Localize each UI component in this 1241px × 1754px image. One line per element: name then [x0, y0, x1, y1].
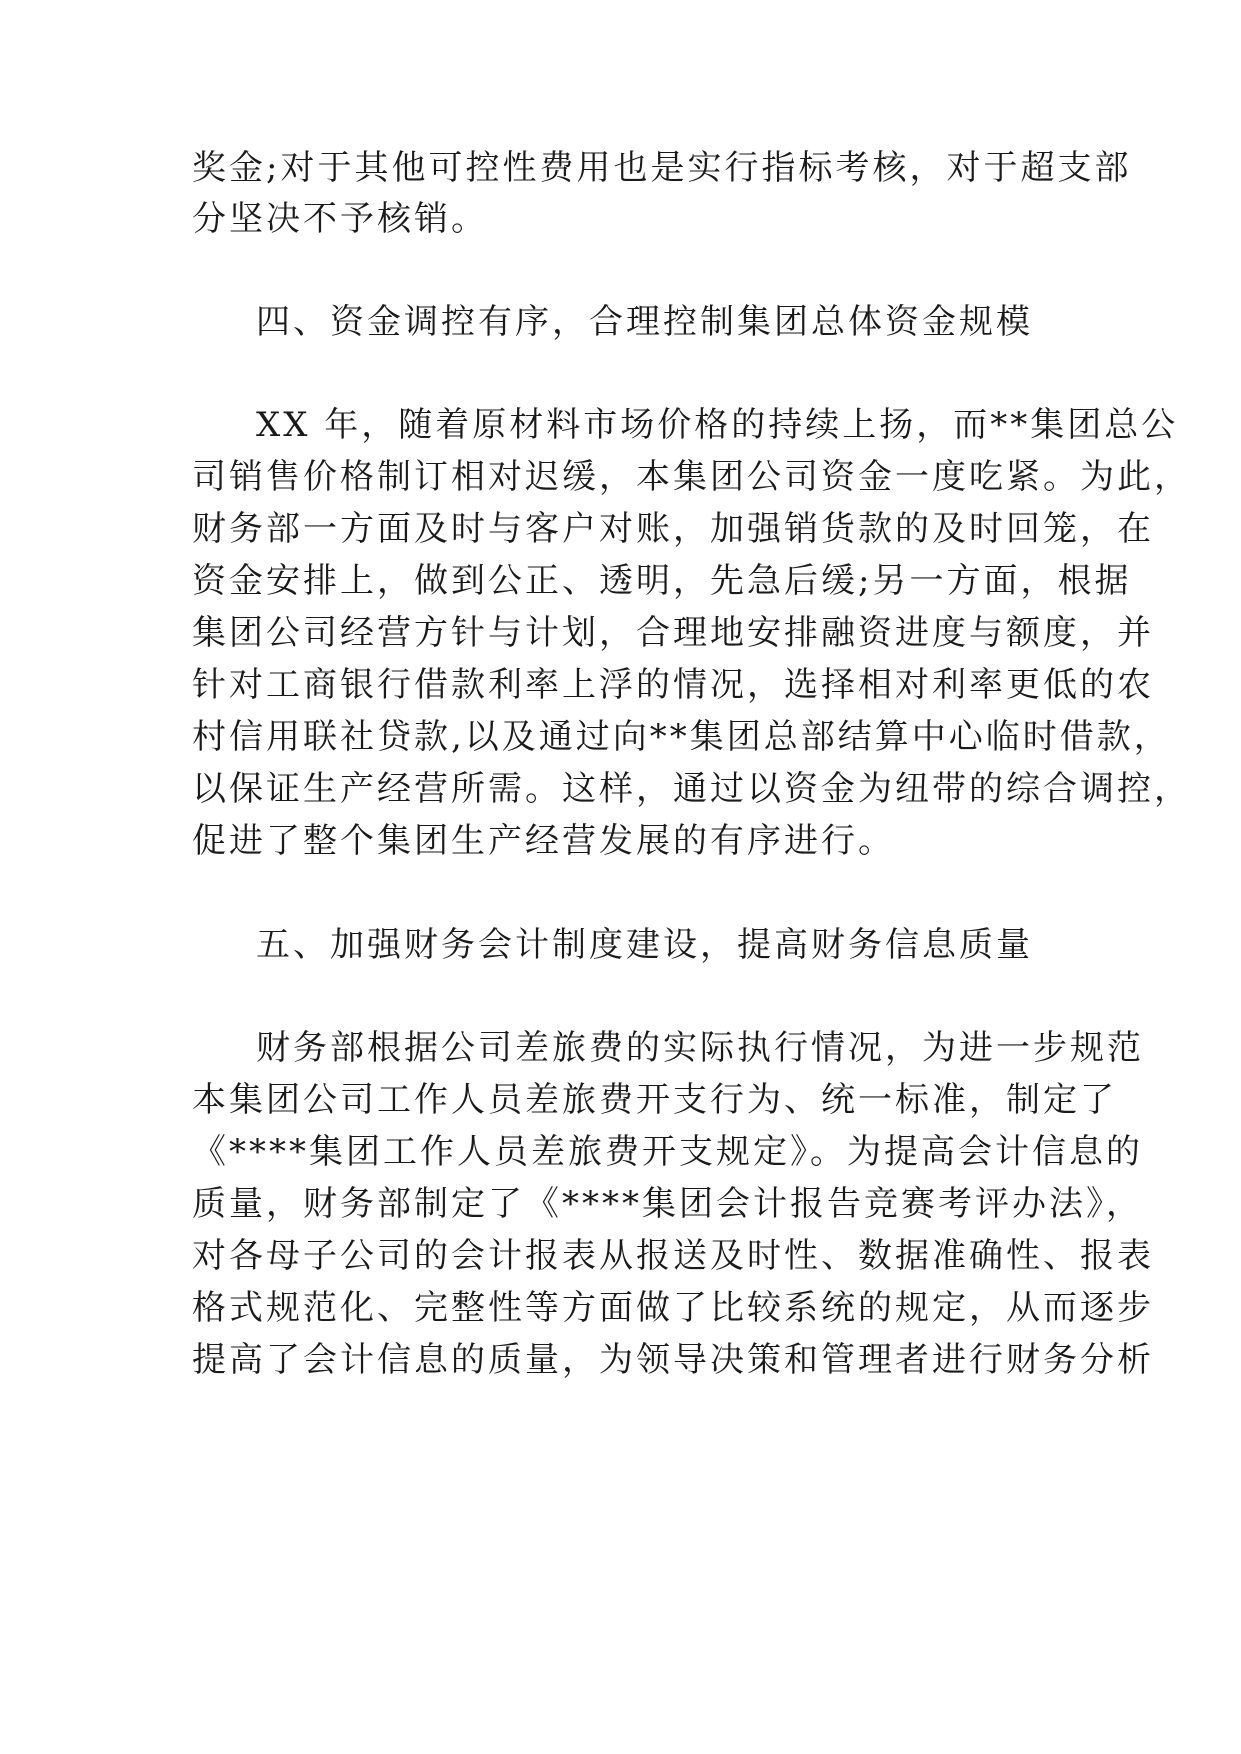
- paragraph-line: 奖金;对于其他可控性费用也是实行指标考核，对于超支部: [192, 148, 1132, 188]
- paragraph-line: 司销售价格制订相对迟缓，本集团公司资金一度吃紧。为此，: [192, 457, 1191, 497]
- paragraph-line: 格式规范化、完整性等方面做了比较系统的规定，从而逐步: [192, 1288, 1154, 1328]
- section-heading-5: 五、加强财务会计制度建设，提高财务信息质量: [256, 925, 1033, 965]
- paragraph-line: 以保证生产经营所需。这样，通过以资金为纽带的综合调控，: [192, 769, 1191, 809]
- paragraph-line: 对各母子公司的会计报表从报送及时性、数据准确性、报表: [192, 1236, 1154, 1276]
- paragraph-line: 集团公司经营方针与计划，合理地安排融资进度与额度，并: [192, 613, 1154, 653]
- paragraph-line: 本集团公司工作人员差旅费开支行为、统一标准，制定了: [192, 1080, 1117, 1120]
- paragraph-line: 财务部根据公司差旅费的实际执行情况，为进一步规范: [256, 1028, 1144, 1068]
- paragraph-line: 资金安排上，做到公正、透明，先急后缓;另一方面，根据: [192, 561, 1132, 601]
- paragraph-line: 分坚决不予核销。: [192, 199, 488, 239]
- paragraph-line: 《****集团工作人员差旅费开支规定》。为提高会计信息的: [192, 1132, 1143, 1172]
- paragraph-line: 村信用联社贷款,以及通过向**集团总部结算中心临时借款，: [192, 717, 1171, 757]
- paragraph-line: 财务部一方面及时与客户对账，加强销货款的及时回笼，在: [192, 509, 1154, 549]
- section-heading-4: 四、资金调控有序，合理控制集团总体资金规模: [256, 302, 1033, 342]
- paragraph-line: 促进了整个集团生产经营发展的有序进行。: [192, 821, 895, 861]
- paragraph-line: XX 年，随着原材料市场价格的持续上扬，而**集团总公: [256, 405, 1179, 445]
- paragraph-line: 针对工商银行借款利率上浮的情况，选择相对利率更低的农: [192, 665, 1154, 705]
- paragraph-line: 质量，财务部制定了《****集团会计报告竞赛考评办法》，: [192, 1184, 1143, 1224]
- paragraph-line: 提高了会计信息的质量，为领导决策和管理者进行财务分析: [192, 1340, 1154, 1380]
